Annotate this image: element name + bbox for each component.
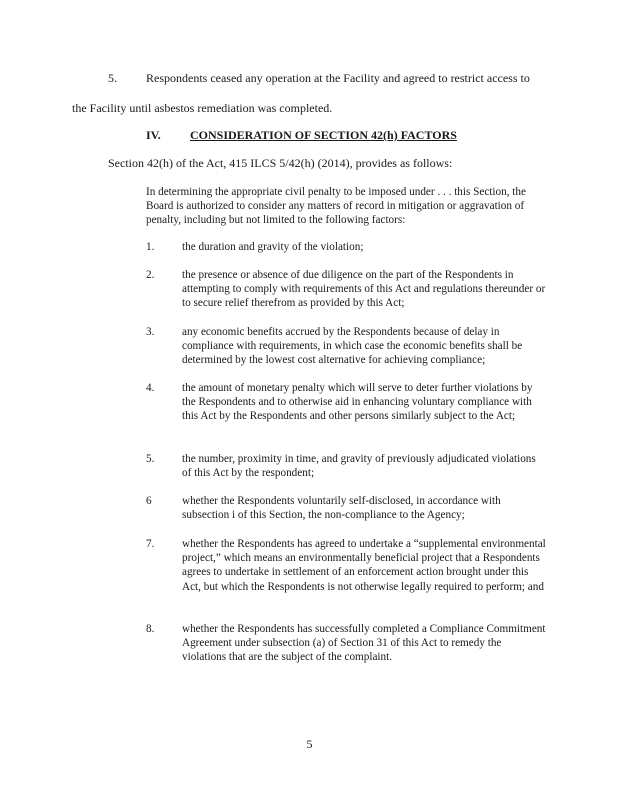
factor-text: the number, proximity in time, and gravity of previously adjudicated violations of this Act by the respondent; <box>182 453 536 480</box>
page-number: 5 <box>306 737 313 751</box>
factor-number: 6 <box>146 495 152 507</box>
factor-text: whether the Respondents has agreed to undertake a “supplemental environmental project,” which means an environmentally beneficial project that a Respondents agrees to undertake in settlement of an enforcement action brought under this Act, but which the Respondents is not otherwise legally required to perform; and <box>182 538 546 593</box>
section-title: CONSIDERATION OF SECTION 42(h) FACTORS <box>190 128 457 142</box>
factor-number: 3. <box>146 326 155 338</box>
factor-number: 7. <box>146 538 155 550</box>
section-number: IV. <box>146 128 161 142</box>
factor-text: the duration and gravity of the violation; <box>182 241 364 253</box>
factor-number: 5. <box>146 453 155 465</box>
factor-number: 2. <box>146 269 155 281</box>
block-quote: In determining the appropriate civil penalty to be imposed under . . . this Section, the Board is authorized to consider any matters of record in mitigation or aggravation of penalty, including but not limited to the following factors: <box>146 186 526 227</box>
paragraph-5-number: 5. <box>108 71 117 85</box>
factor-number: 4. <box>146 382 155 394</box>
factor-number: 8. <box>146 623 155 635</box>
factor-text: whether the Respondents voluntarily self-disclosed, in accordance with subsection i of this Section, the non-compliance to the Agency; <box>182 495 501 522</box>
paragraph-5-line-2: the Facility until asbestos remediation was completed. <box>72 101 333 115</box>
factor-text: the amount of monetary penalty which will serve to deter further violations by the Respondents and to otherwise aid in enhancing voluntary compliance with this Act by the Respondents and other persons similarly subject to the Act; <box>182 382 533 423</box>
intro-sentence: Section 42(h) of the Act, 415 ILCS 5/42(h) (2014), provides as follows: <box>108 156 453 170</box>
factor-number: 1. <box>146 241 155 253</box>
factor-text: the presence or absence of due diligence on the part of the Respondents in attempting to comply with requirements of this Act and regulations thereunder or to secure relief therefrom as provided by this Act; <box>182 269 546 310</box>
factor-text: whether the Respondents has successfully completed a Compliance Commitment Agreement under subsection (a) of Section 31 of this Act to remedy the violations that are the subject of the complaint. <box>182 623 546 664</box>
factor-text: any economic benefits accrued by the Respondents because of delay in compliance with requirements, in which case the economic benefits shall be determined by the lowest cost alternative for achieving compliance; <box>182 326 523 367</box>
paragraph-5-line-1: Respondents ceased any operation at the Facility and agreed to restrict access to <box>146 71 530 85</box>
